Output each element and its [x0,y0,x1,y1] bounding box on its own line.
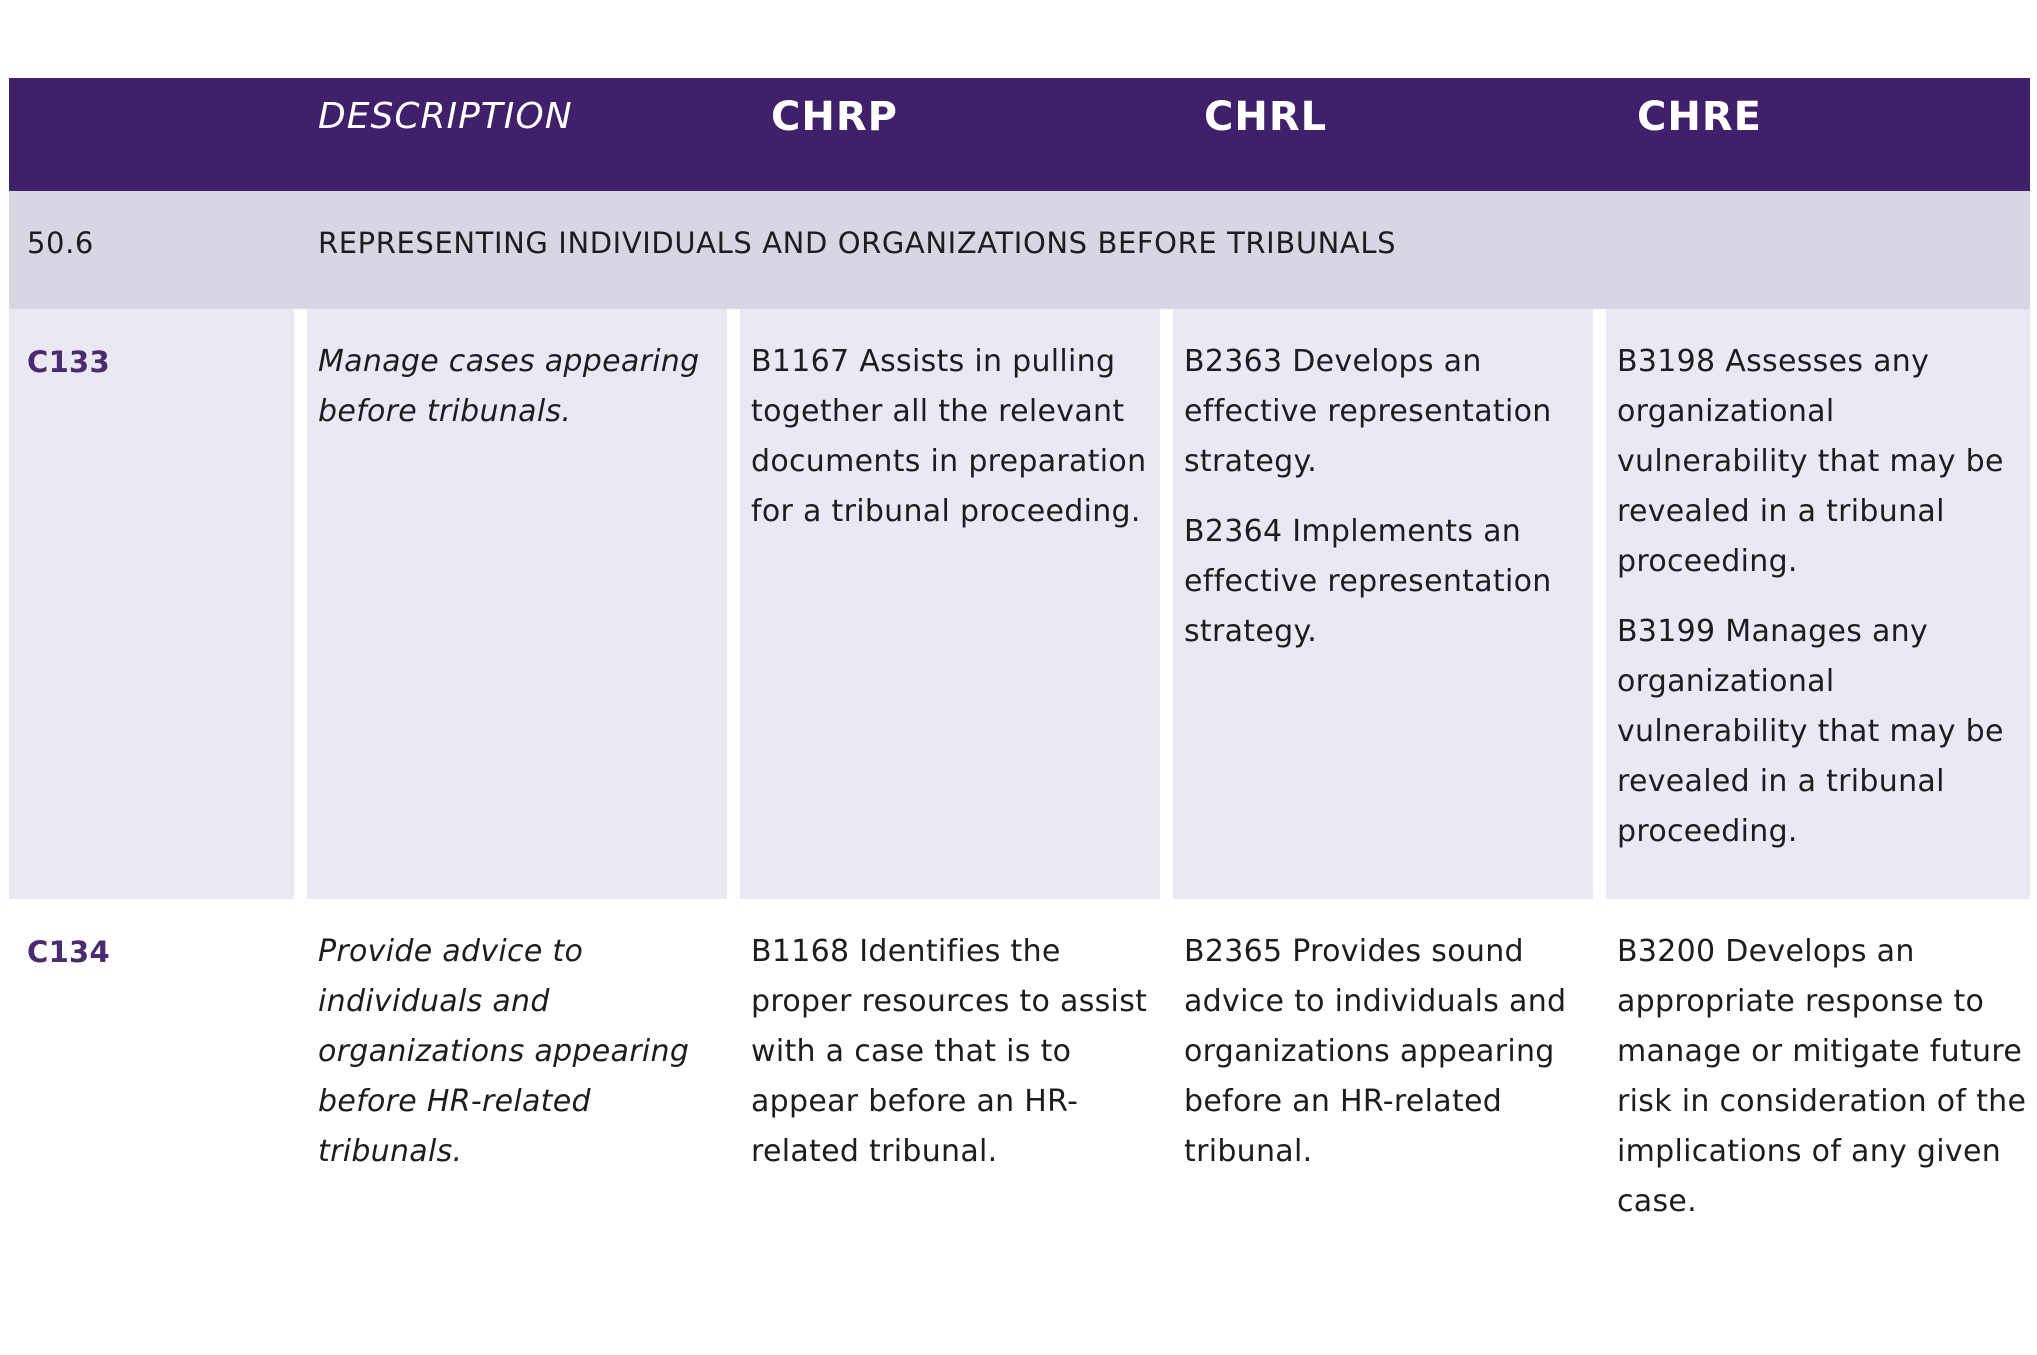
table-header [9,78,2030,191]
section-row [9,191,2030,309]
chrl-cell [1184,927,1589,1177]
section-number: 50.6 [27,226,94,260]
chre-cell [1617,927,2027,1227]
header-chrp: CHRP [771,94,898,140]
behaviour-text: B2363 Develops an effective representation strategy. [1184,344,1552,479]
chrp-cell [751,927,1156,1177]
behaviour-text: B2365 Provides sound advice to individuals and organizations appearing before an HR-related tribunal. [1184,934,1567,1169]
chrp-cell [751,337,1156,537]
behaviour-text: B3198 Assesses any organizational vulnerability that may be revealed in a tribunal proceeding. [1617,344,2004,579]
header-chre: CHRE [1637,94,1762,140]
cell-background [9,309,294,899]
chre-cell [1617,337,2027,857]
competency-table [9,78,2030,1319]
row-code: C133 [27,345,111,379]
header-chrl: CHRL [1204,94,1328,140]
section-title: REPRESENTING INDIVIDUALS AND ORGANIZATIONS BEFORE TRIBUNALS [318,226,1397,260]
behaviour-text: B3200 Develops an appropriate response to manage or mitigate future risk in consideration of the implications of any given case. [1617,934,2027,1219]
behaviour-text: B1167 Assists in pulling together all the relevant documents in preparation for a tribunal proceeding. [751,344,1147,529]
behaviour-text: B3199 Manages any organizational vulnerability that may be revealed in a tribunal proceeding. [1617,614,2004,849]
table-row [9,899,2030,1319]
row-code: C134 [27,935,111,969]
chrl-cell [1184,337,1589,657]
behaviour-text: B1168 Identifies the proper resources to assist with a case that is to appear before an HR-related tribunal. [751,934,1148,1169]
row-description: Provide advice to individuals and organizations appearing before HR-related tribunals. [318,934,690,1169]
row-description: Manage cases appearing before tribunals. [318,344,700,429]
header-description: DESCRIPTION [318,96,573,137]
table-row [9,309,2030,899]
behaviour-text: B2364 Implements an effective representation strategy. [1184,514,1552,649]
